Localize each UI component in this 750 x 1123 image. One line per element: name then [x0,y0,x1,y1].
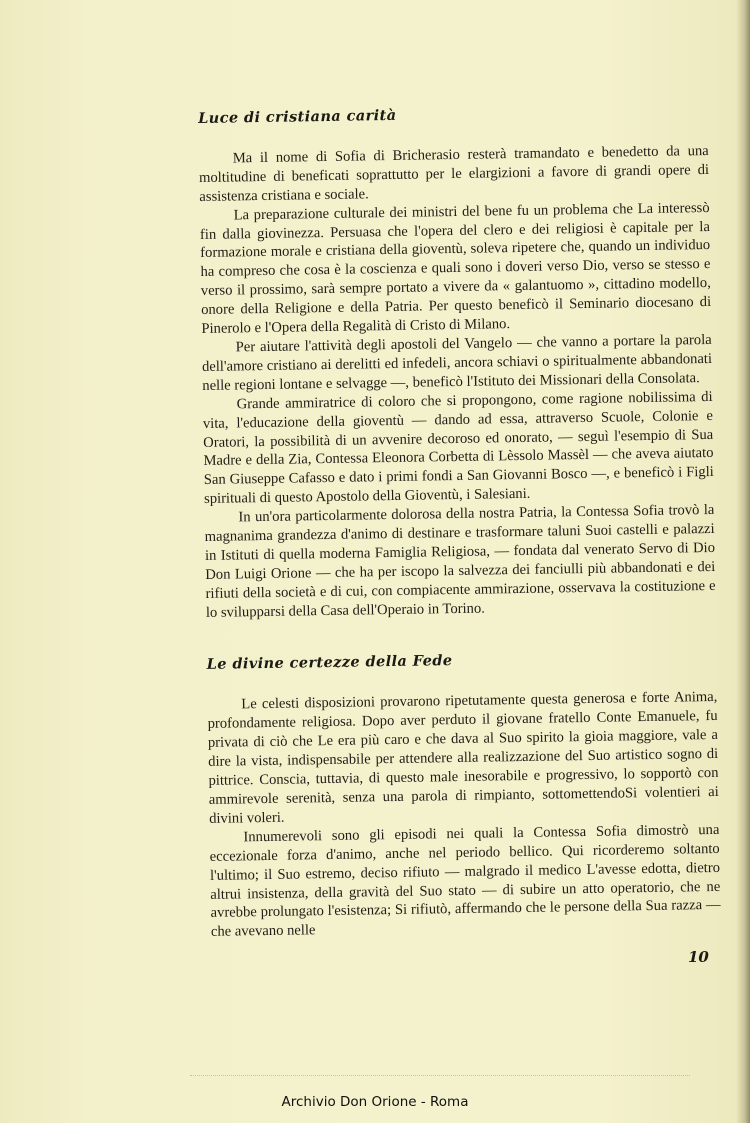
paragraph: Ma il nome di Sofia di Bricherasio resterà tramandato e benedetto da una moltitudine di beneficati soprattutto per le elargizioni a favore di grandi opere di assistenza cristiana e sociale. [198,142,710,205]
page-edge-shadow [736,0,750,1123]
paragraph: In un'ora particolarmente dolorosa della nostra Patria, la Contessa Sofia trovò la magnanima grandezza d'animo di destinare e trasformare taluni Suoi castelli e palazzi in Istituti di quella moderna Famiglia Religiosa, — fondata dal venerato Servo di Dio Don Luigi Orione — che ha per iscopo la salvezza dei fanciulli più abbandonati e dei rifiuti della società e di cui, con compiacente ammirazione, osservava la costituzione e lo svilupparsi della Casa dell'Operaio in Torino. [204,502,716,621]
section-heading-faith: Le divine certezze della Fede [206,651,453,673]
body-text [198,102,721,942]
paragraph: Innumerevoli sono gli episodi nei quali la Contessa Sofia dimostrò una eccezionale forza d'animo, anche nel periodo bellico. Qui ricorderemo soltanto l'ultimo; il Suo estremo, deciso rifiuto — malgrado il medico L'avesse edotta, dietro altrui insistenza, della gravità del Suo stato — di subire un atto operatorio, che ne avrebbe prolungato l'esistenza; Si rifiutò, affermando che le persone della Sua razza — che avevano nelle [209,821,721,941]
page-number: 10 [688,948,709,966]
paragraph: La preparazione culturale dei ministri del bene fu un problema che La interessò fin dalla giovinezza. Persuasa che l'opera del clero e dei religiosi è capitale per la formazione morale e cristiana della gioventù, soleva ripetere che, quando un individuo ha compreso che cosa è la coscienza e quali sono i doveri verso Dio, verso se stesso e verso il prossimo, sarà sempre portato a vivere da « galantuomo », cittadino modello, onore della Religione e della Patria. Per questo beneficò il Seminario diocesano di Pinerolo e l'Opera della Regalità di Cristo di Milano. [199,199,712,338]
section-heading-charity: Luce di cristiana carità [198,106,397,127]
paragraph: Grande ammiratrice di coloro che si propongono, come ragione nobilissima di vita, l'educazione della gioventù — dando ad essa, attraverso Scuole, Colonie e Oratori, la possibilità di un avvenire decoroso ed onorato, — seguì l'esempio di Sua Madre e della Zia, Contessa Eleonora Corbetta di Lèssolo Massèl — che aveva aiutato San Giuseppe Cafasso e dato i primi fondi a San Giovanni Bosco —, e beneficò i Figli spirituali di questo Apostolo della Gioventù, i Salesiani. [202,388,714,508]
footer-divider [190,1075,690,1077]
archive-label: Archivio Don Orione - Roma [281,1094,469,1110]
paragraph: Le celesti disposizioni provarono ripetutamente questa generosa e forte Anima, profondamente religiosa. Dopo aver perduto il giovane fratello Conte Emanuele, fu privata di ciò che Le era più caro e che dava al Suo spirito la gioia maggiore, vale a dire la vista, indispensabile per attendere alla realizzazione del Suo artistico sogno di pittrice. Conscia, tuttavia, di questo male inesorabile e progressivo, lo sopportò con ammirevole serenità, senza una parola di rimpianto, sottomettendoSi volentieri ai divini voleri. [207,689,719,827]
paragraph: Per aiutare l'attività degli apostoli del Vangelo — che vanno a portare la parola dell'amore cristiano ai derelitti ed infedeli, ancora schiavi o spiritualmente abbandonati nelle regioni lontane e selvagge —, beneficò l'Istituto dei Missionari della Consolata. [201,331,713,394]
